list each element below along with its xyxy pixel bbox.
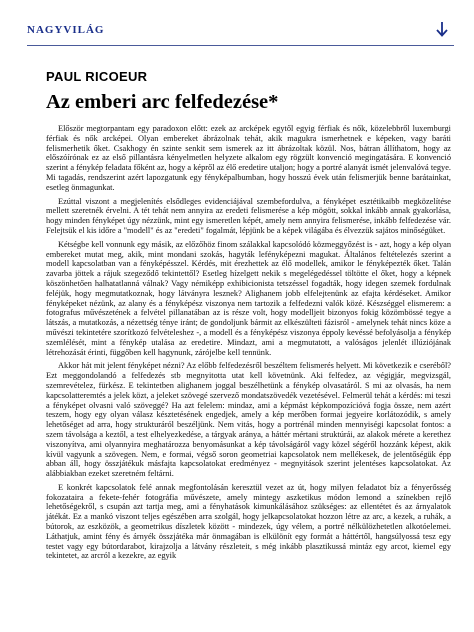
- article-body: [46, 124, 451, 565]
- paragraph: Ezúttal viszont a megjelenítés elsődleges evidenciájával szembefordulva, a fényképet esztétikaibb megközelítése mellett szeretnék érvelni. A tét tehát nem annyira az eredeti felismerése a kép mögött, sokkal inkább annak gyakorlása, hogy minden fényképet úgy nézzünk, mint egy ismeretlen képét, amely nem annyira felismerése, inkább felfedezése vár. Felejtsük el kis időre a "modell" és az "eredeti" fogalmát, lépjünk be a képek világába és élvezzük sajátos minőségüket.: [46, 196, 451, 235]
- paragraph: Akkor hát mit jelent fényképet nézni? Az előbb felfedezésről beszéltem felismerés helyett. Mi következik e cseréből? Ezt meggondolandó a felfedezés stb megnyitotta utat kell követnünk. Aki felfedez, az végigjár, megvizsgál, szemrevételez, fürkész. E tekintetben alighanem joggal beszélhetünk a fénykép olvasatáról. S mi az olvasás, ha nem kapcsolatteremtés a jelek közt, a jeleket szövegé szervező mondatszövedék vezetésével. Felmerül tehát a kérdés: mi teszi a fényképet olvasni való szöveggé? Ha azt felelem: mindaz, ami a képmást képkompozícióvá fogja össze, nem azért teszem, hogy egy olyan válasz késztetésének engedjek, amely a kép merőben formai jegyeire korlátozódik, s amely lehetőséget ad arra, hogy strukturáról beszéljünk. Nem vitás, hogy a portrénál minden mennyiségi kapcsolat fontos: a szem távolsága a keztől, a test elhelyezkedése, a tárgyak aránya, a háttér mértani struktúrái, az alakok mérete a kerethez viszonyítva, ami olyannyira meghatározza benyomásunkat a kép távolságáról vagy közel ségéről hozzánk képest, akik kívül vagyunk a szövegen. Nem, e formai, végső soron geometriai kapcsolatok nem mellékesek, de jelentőségük épp abban áll, hogy összjátékuk másfajta kapcsolatokat eredményez - megnyitások szerint jelentéses kapcsolatokat. Az alábbiakban ezeket szeretném feltárni.: [46, 361, 451, 479]
- article-author: PAUL RICOEUR: [46, 69, 148, 84]
- arrow-down-icon[interactable]: [434, 20, 450, 38]
- top-bar: [0, 0, 474, 50]
- paragraph: E konkrét kapcsolatok felé annak megfontolásán keresztül vezet az út, hogy milyen feladatot bíz a fényerősség fokozataira a fekete-fehér fotográfia művészete, amely mintegy aszketikus módon lemond a színekben rejlő lehetőségekről, s csupán azt tartja meg, ami a fényhatások kimunkálásához szükséges: az ellentétet és az árnyalatok játékát. Ez a mankó viszont teljes egészében arra szolgál, hogy jelkapcsolatokat hozzon létre az arc, a kezek, a ruhák, a bútorok, az eszközök, a geometrikus díszletek között - mindezek, úgy vélem, a portré nélkülözhetetlen alkotóelemei. Láthatjuk, amint fény és árnyék összjátéka már önmagában is elkülönít egy formát a háttértől, hangsúlyossá tesz egy testet vagy egy bútordarabot, kirajzolja a látvány részleteit, s még inkább plasztikussá mintáz egy arcot, kiemel egy tekintetet, az arcról a kezekre, az egyik: [46, 482, 451, 561]
- header-divider: [27, 45, 454, 46]
- paragraph: Először megtorpantam egy paradoxon előtt: ezek az arcképek egytől egyig férfiak és nők, közelebbről luxemburgi férfiak és nők arcképei. Olyan embereket ábrázolnak tehát, akik magukra ismerhetnek e képeken, vagy baráti felismerhetik őket. Csakhogy én szinte senkit sem ismerek az itt ábrázoltak közül. Nos, bátran állíthatom, hogy az előszóírónak ez az első pillantásra kényelmetlen helyzete alkalom egy rögzült konvenció megingatására. E konvenció szerint a fénykép feladata főként az, hogy a képről az élő eredetire utaljon; hogy a portré alanyát ismét jelenvalóvá tegye. Mi tagadás, rendszerint azért lapozgatunk egy fényképalbumban, hogy hosszú évek után felismerjük benne barátainkat, esetleg önmagunkat.: [46, 124, 451, 192]
- journal-brand: NAGYVILÁG: [27, 24, 105, 36]
- paragraph: Kétségbe kell vonnunk egy másik, az előzőhöz finom szálakkal kapcsolódó közmeggyőzést is - azt, hogy a kép olyan embereket mutat meg, akik, mint mondani szokás, hagyták lefényképezni magukat. Általános feltételezés szerint a modell kapcsolatban van a fényképésszel. Kérdés, mit érezhettek az élő modellek, amikor le fényképezték őket. Talán zavarba jöttek a rájuk szegeződő tekintettől? Esetleg hízelgett nekik s megelégedéssel töltötte el őket, hogy a képnek köszönhetően halhatatlanná válnak? Vagy némiképp exhibicionista tetszéssel fogadták, hogy idegen szemek fordulnak feléjük, hogy megmutatkoznak, hogy látványra lesznek? Alighanem jobb elfelejtenünk az efajta kérdéseket. Amikor fényképeket nézünk, az alany és a fényképész viszonya nem tartozik a felfedezni valók közé. Készséggel elismerem: a fotografus művészetének a felvétel pillanatában az is része volt, hogy modelljeit bizonyos fokig közömbössé tegye a látszás, a mutatkozás, a nézettség ténye iránt; de gondoljunk bármit az elkészülteti fázisról - amelynek tehát nincs köze a művészi tekintetére szorítkozó felvételeshez -, a modell és a fényképész viszonya éppoly kevéssé befolyásolja a fénykép szemlélését, mint a fénykép utalása az eredetire. Mindazt, ami a megmutatott, a valóságos jelenlét illúziójának létrehozását érinti, függőben kell hagynunk, zárójelbe kell tennünk.: [46, 239, 451, 357]
- article-title: Az emberi arc felfedezése*: [46, 91, 279, 113]
